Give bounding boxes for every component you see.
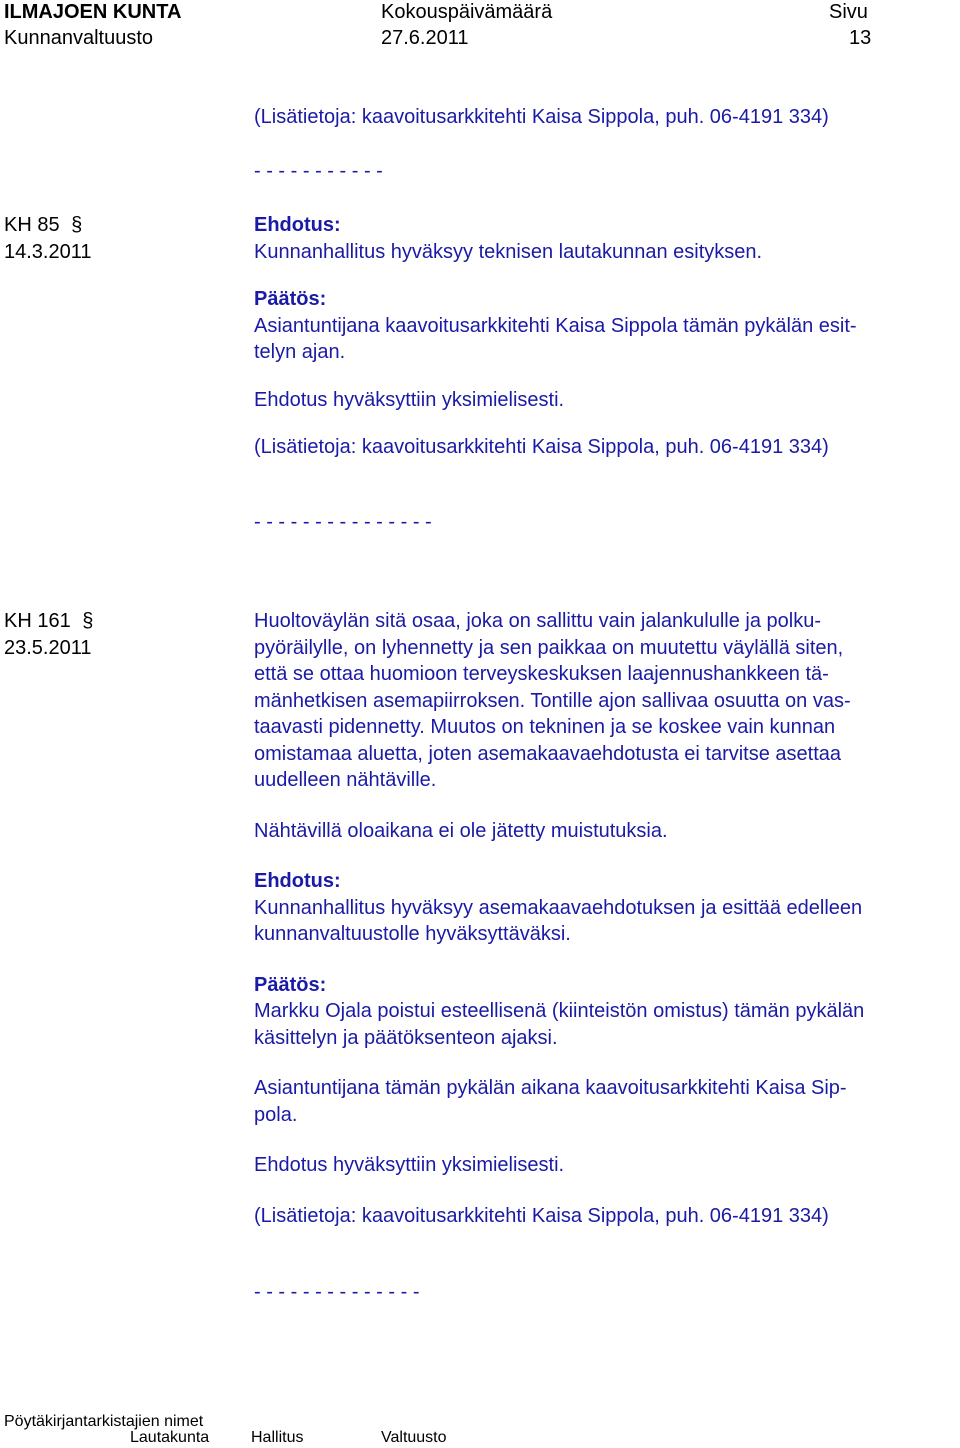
paragraph-line: Huoltoväylän sitä osaa, joka on sallittu vain jalankululle ja polku- (254, 610, 821, 632)
proposal-line: kunnanvaltuustolle hyväksyttäväksi. (254, 923, 571, 945)
accepted-text: Ehdotus hyväksyttiin yksimielisesti. (254, 388, 565, 411)
page-label: Sivu (829, 1, 868, 23)
paragraph-line: pyöräilylle, on lyhennetty ja sen paikkaa on muutettu väylällä siten, (254, 636, 844, 659)
section-ref (4, 212, 82, 239)
kh85-content (254, 212, 944, 535)
decision-line: Markku Ojala poistui esteellisenä (kiinteistön omistus) tämän pykälän (254, 1000, 865, 1022)
decision-line: Asiantuntijana kaavoitusarkkitehti Kaisa Sippola tämän pykälän esit- (254, 314, 857, 337)
paragraph-line: uudelleen nähtäville. (254, 769, 437, 791)
info-line: (Lisätietoja: kaavoitusarkkitehti Kaisa Sippola, puh. 06-4191 334) (254, 106, 829, 128)
meeting-body: Kunnanvaltuusto (4, 27, 154, 49)
checkers-label: Pöytäkirjantarkistajien nimet (4, 1413, 204, 1430)
proposal-heading: Ehdotus: (254, 214, 341, 236)
decision-heading: Päätös: (254, 288, 327, 310)
section-date: 23.5.2011 (4, 637, 92, 659)
section-ref-number: KH 161 (4, 610, 71, 632)
decision-line: käsittelyn ja päätöksenteon ajaksi. (254, 1026, 558, 1049)
separator: - - - - - - - - - - - - - - - (254, 510, 432, 533)
municipality-name: ILMAJOEN KUNTA (4, 1, 182, 23)
section-mark-icon: § (82, 610, 94, 632)
meeting-date: 27.6.2011 (381, 27, 469, 49)
expert-line: Asiantuntijana tämän pykälän aikana kaavoitusarkkitehti Kaisa Sip- (254, 1077, 847, 1099)
proposal-line: Kunnanhallitus hyväksyy asemakaavaehdotuksen ja esittää edelleen (254, 896, 863, 919)
section-mark-icon: § (71, 214, 83, 236)
accepted-text: Ehdotus hyväksyttiin yksimielisesti. (254, 1154, 565, 1176)
paragraph-line: että se ottaa huomioon terveyskeskuksen laajennushankkeen tä- (254, 663, 829, 685)
decision-line: telyn ajan. (254, 341, 346, 363)
proposal-text: Kunnanhallitus hyväksyy teknisen lautakunnan esityksen. (254, 240, 763, 263)
footer-col-council: Valtuusto (381, 1429, 447, 1446)
footer-col-government: Hallitus (251, 1429, 304, 1446)
footer-col-board: Lautakunta (130, 1429, 210, 1446)
date-label: Kokouspäivämäärä (381, 1, 553, 23)
section-date: 14.3.2011 (4, 241, 92, 263)
decision-heading: Päätös: (254, 973, 327, 996)
paragraph-line: omistamaa aluetta, joten asemakaavaehdotusta ei tarvitse asettaa (254, 742, 842, 765)
proposal-heading: Ehdotus: (254, 870, 341, 892)
page-number: 13 (849, 27, 872, 49)
kh161-content (254, 608, 944, 1306)
paragraph-line: mänhetkisen asemapiirroksen. Tontille ajon sallivaa osuutta on vas- (254, 689, 851, 712)
separator: - - - - - - - - - - - - - - (254, 1281, 420, 1303)
section-ref-number: KH 85 (4, 214, 60, 236)
info-line: (Lisätietoja: kaavoitusarkkitehti Kaisa Sippola, puh. 06-4191 334) (254, 1204, 829, 1227)
section-ref (4, 608, 93, 635)
separator: - - - - - - - - - - - (254, 160, 383, 182)
info-line: (Lisätietoja: kaavoitusarkkitehti Kaisa Sippola, puh. 06-4191 334) (254, 436, 829, 458)
paragraph-line: taavasti pidennetty. Muutos on tekninen ja se koskee vain kunnan (254, 716, 836, 738)
expert-line: pola. (254, 1103, 298, 1126)
paragraph-line: Nähtävillä oloaikana ei ole jätetty muistutuksia. (254, 819, 668, 842)
